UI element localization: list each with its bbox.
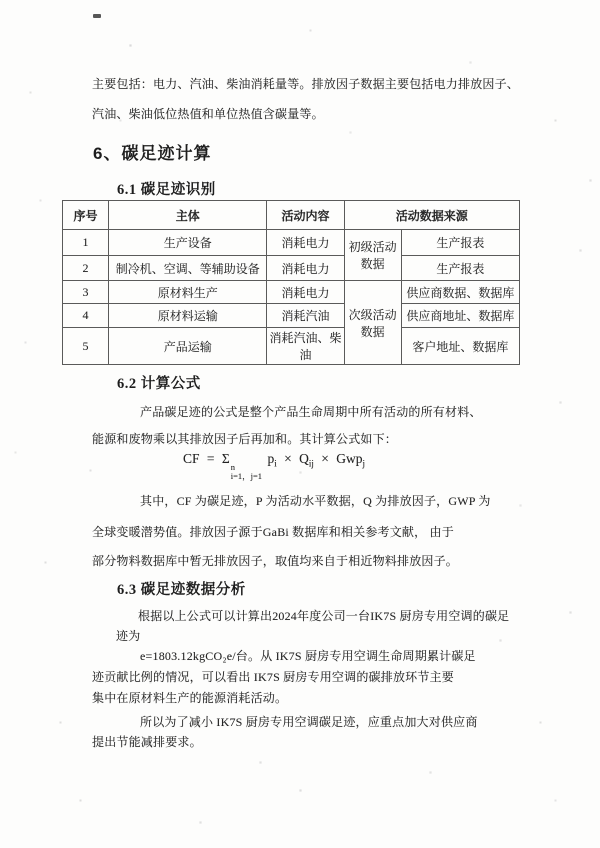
formula-gwp-sub: j	[362, 458, 365, 469]
intro-line-2: 汽油、柴油低位热值和单位热值含碳量等。	[92, 107, 324, 121]
cell-source: 供应商地址、数据库	[401, 304, 519, 328]
para-line: 所以为了减小 IK7S 厨房专用空调碳足迹，应重点加大对供应商	[140, 715, 478, 729]
formula-q: Q	[299, 451, 309, 466]
carbon-footprint-table	[62, 200, 520, 365]
table-row	[63, 256, 520, 281]
cell-source: 客户地址、数据库	[401, 328, 519, 365]
formula-p: p	[267, 451, 275, 466]
header-no: 序号	[63, 201, 109, 230]
header-source: 活动数据来源	[344, 201, 519, 230]
cell-subject: 生产设备	[109, 230, 267, 256]
para-line: 能源和废物乘以其排放因子后再加和。其计算公式如下：	[92, 432, 398, 446]
cell-activity: 消耗电力	[267, 281, 344, 304]
para-line: e=1803.12kgCO₂e/台。从 IK7S 厨房专用空调生命周期累计碳足	[140, 649, 476, 663]
cell-no: 3	[63, 281, 109, 304]
header-subject: 主体	[109, 201, 267, 230]
section-62-title: 6.2 计算公式	[117, 376, 201, 392]
header-activity: 活动内容	[267, 201, 344, 230]
formula-gwp: Gwp	[336, 451, 363, 466]
para-line: 迹贡献比例的情况，可以看出 IK7S 厨房专用空调的碳排放环节主要	[92, 670, 454, 684]
para-line: 提出节能减排要求。	[92, 735, 202, 749]
sigma-sup: n	[230, 462, 235, 472]
scan-noise	[0, 0, 1, 1]
table-header-row	[63, 201, 520, 230]
cell-source: 生产报表	[401, 256, 519, 281]
table-row	[63, 304, 520, 328]
para-line: 全球变暖潜势值。排放因子源于GaBi 数据库和相关参考文献， 由于	[92, 525, 454, 539]
chapter-title: 6、碳足迹计算	[93, 144, 212, 163]
formula-times: ×	[284, 451, 292, 466]
para-line: 部分物料数据库中暂无排放因子，取值均来自于相近物料排放因子。	[92, 554, 459, 568]
cell-level-secondary: 次级活动数据	[344, 281, 401, 365]
formula-q-sub: ij	[308, 458, 314, 469]
para-line: 集中在原材料生产的能源消耗活动。	[92, 691, 288, 705]
para-line: 根据以上公式可以计算出2024年度公司一台IK7S 厨房专用空调的碳足	[138, 609, 510, 623]
table-row	[63, 328, 520, 365]
para-line: 其中，CF 为碳足迹，P 为活动水平数据，Q 为排放因子，GWP 为	[140, 494, 491, 508]
cell-no: 2	[63, 256, 109, 281]
scan-artifact-mark	[93, 14, 101, 18]
formula-times: ×	[321, 451, 329, 466]
cell-subject: 制冷机、空调、等辅助设备	[109, 256, 267, 281]
table-row	[63, 281, 520, 304]
sigma-sub: i=1，j=1	[230, 470, 263, 481]
sigma-symbol: Σ	[221, 451, 230, 466]
cell-subject: 产品运输	[109, 328, 267, 365]
cell-activity: 消耗电力	[267, 230, 344, 256]
cell-no: 4	[63, 304, 109, 328]
cell-source: 供应商数据、数据库	[401, 281, 519, 304]
cell-no: 5	[63, 328, 109, 365]
formula-cf: CF	[183, 451, 200, 466]
section-63-title: 6.3 碳足迹数据分析	[117, 582, 246, 598]
cell-no: 1	[63, 230, 109, 256]
cell-activity: 消耗汽油	[267, 304, 344, 328]
formula-p-sub: i	[274, 458, 277, 469]
carbon-footprint-formula	[183, 451, 365, 481]
cell-subject: 原材料运输	[109, 304, 267, 328]
cell-activity: 消耗电力	[267, 256, 344, 281]
formula-equals: =	[206, 451, 215, 466]
section-61-title: 6.1 碳足迹识别	[117, 182, 216, 198]
intro-line-1: 主要包括：电力、汽油、柴油消耗量等。排放因子数据主要包括电力排放因子、	[92, 77, 520, 91]
para-line: 迹为	[116, 629, 141, 643]
cell-activity: 消耗汽油、柴油	[267, 328, 344, 365]
para-line: 产品碳足迹的公式是整个产品生命周期中所有活动的所有材料、	[140, 405, 482, 419]
cell-source: 生产报表	[401, 230, 519, 256]
cell-subject: 原材料生产	[109, 281, 267, 304]
cell-level-primary: 初级活动数据	[344, 230, 401, 281]
table-row	[63, 230, 520, 256]
